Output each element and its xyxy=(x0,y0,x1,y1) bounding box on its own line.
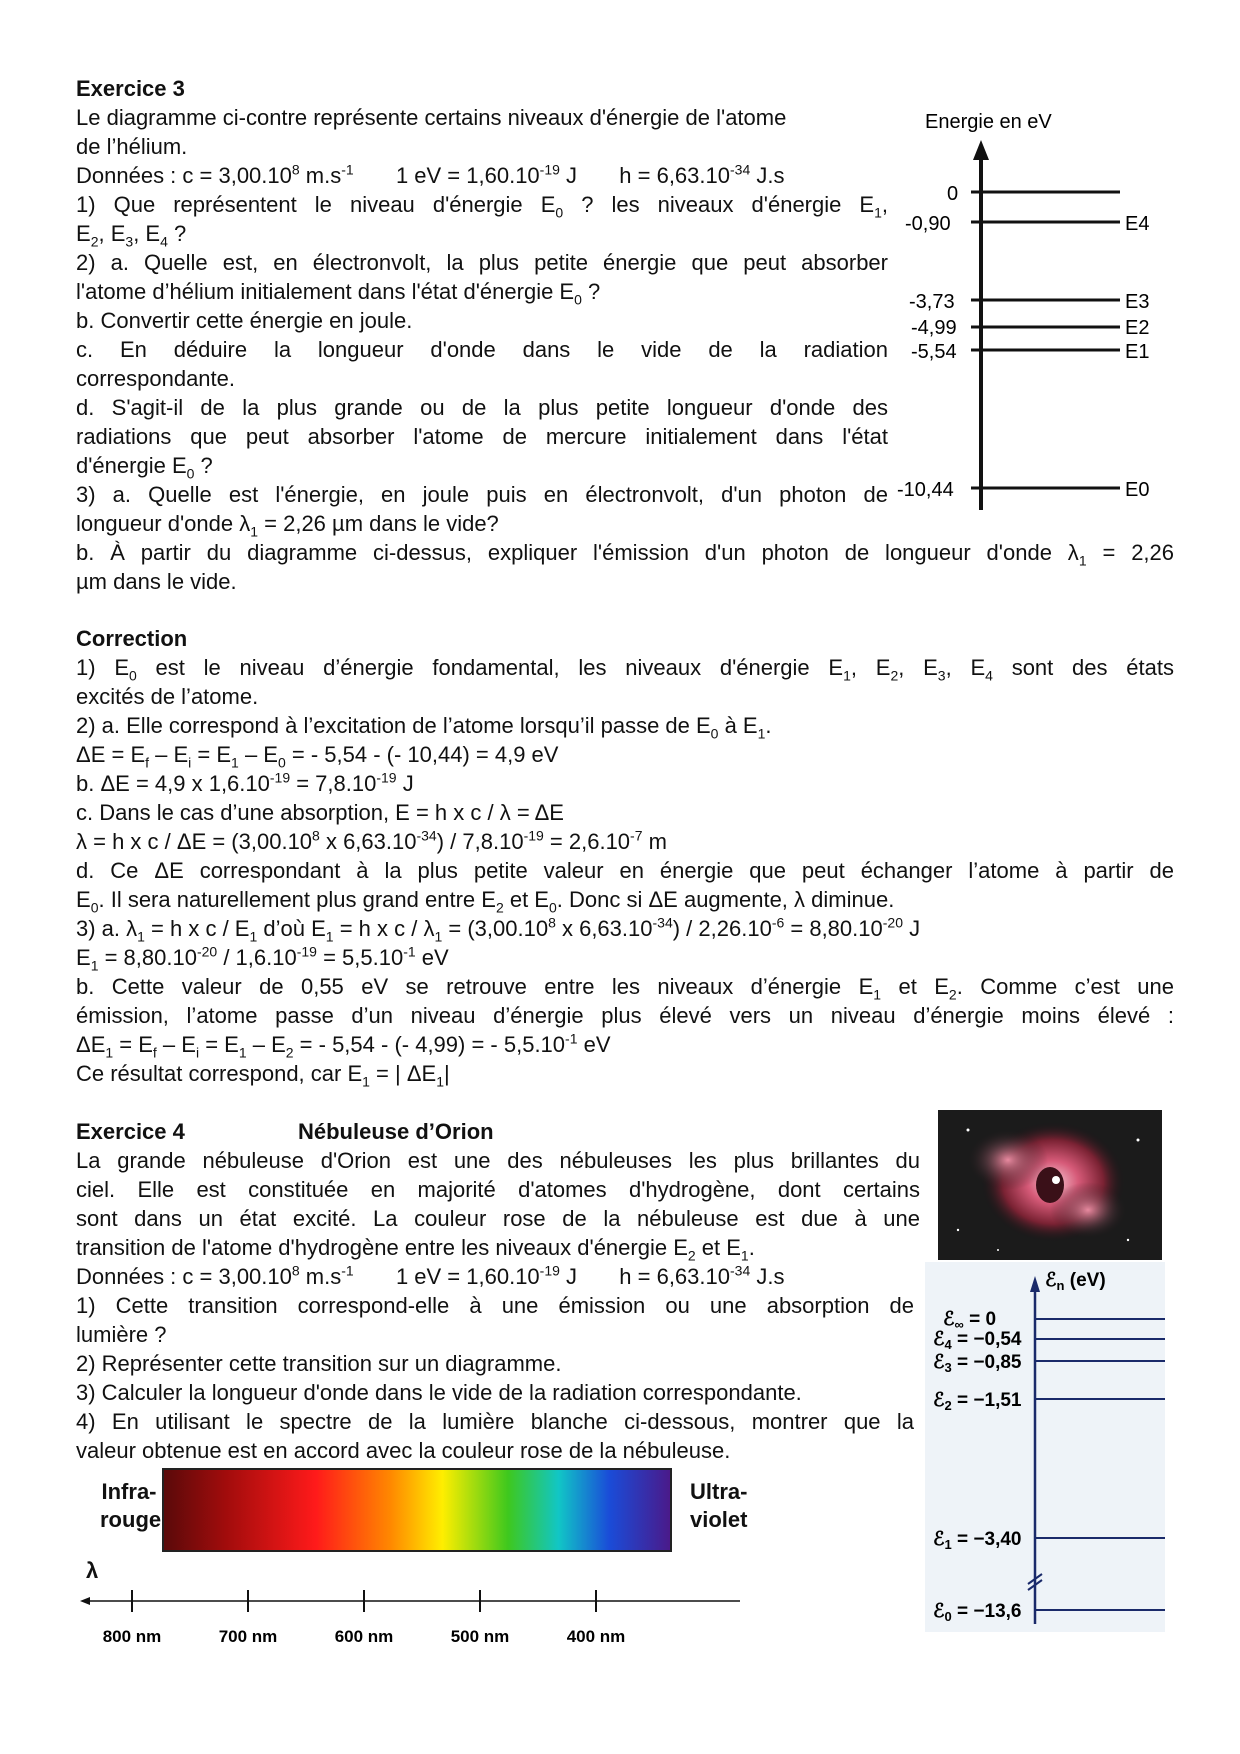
hydrogen-energy-diagram xyxy=(925,1262,1165,1632)
svg-text:-0,90: -0,90 xyxy=(905,213,951,235)
corr-3b-result: Ce résultat correspond, car $E_1$ = | $\Delta E_1|$ xyxy=(76,1061,450,1090)
h-diagram-title: ℰ$_n$ (eV) xyxy=(1045,1270,1106,1293)
level-e1 xyxy=(911,341,1149,363)
ex4-q1-line2: lumière ? xyxy=(76,1322,167,1347)
lambda-label: λ xyxy=(86,1558,99,1583)
ex4-p1: La grande nébuleuse d'Orion est une des nébuleuses les plus brillantes du xyxy=(76,1148,920,1173)
ex4-q3: 3) Calculer la longueur d'onde dans le vide de la radiation correspondante. xyxy=(76,1380,802,1405)
ex3-q2a-line2: l'atome d’hélium initialement dans l'état d'énergie $E_0$ ? xyxy=(76,279,601,308)
corr-3b-delta: $\Delta E_1 = E_f - E_i = E_1 - E_2$ = - 5,54 - (- 4,99) = - $5,5.10^{-1}$ eV xyxy=(76,1030,611,1061)
wavelength-tick-label: 800 nm xyxy=(102,1627,162,1646)
ex4-donnees: Données : $c = 3,00.10^8$ $m.s^{-1}$ 1 eV = $1,60.10^{-19}$ J $h = 6,63.10^{-34}$ J.s xyxy=(76,1262,785,1289)
ex4-q1-line1: 1) Cette transition correspond-elle à une émission ou une absorption de xyxy=(76,1293,914,1318)
level-0 xyxy=(947,183,1120,205)
corr-2b: b. ΔE = 4,9 x $1,6.10^{-19} = 7,8.10^{-19}$ J xyxy=(76,769,414,796)
ex3-q2c-line2: correspondante. xyxy=(76,366,235,391)
orion-nebula-photo xyxy=(938,1110,1162,1260)
ex3-q2c-line1: c. En déduire la longueur d'onde dans le vide de la radiation xyxy=(76,337,888,362)
ex3-donnees: Données : $c = 3,00.10^8$ $m.s^{-1}$ 1 eV = $1,60.10^{-19}$ J $h = 6,63.10^{-34}$ J.s xyxy=(76,161,785,188)
corr-2a-delta: $\Delta E = E_f - E_i = E_1 - E_0$ = - 5,54 - (- 10,44) = 4,9 eV xyxy=(76,742,559,771)
ex3-q2d-line3: d'énergie $E_0$ ? xyxy=(76,453,213,482)
ex3-q3b-line1: b. À partir du diagramme ci-dessus, expliquer l'émission d'un photon de longueur d'onde $\lambda_1 = 2,26$ xyxy=(76,540,1175,569)
ex4-p4: transition de l'atome d'hydrogène entre les niveaux d'énergie $E_2$ et $E_1$. xyxy=(76,1235,755,1264)
svg-text:-3,73: -3,73 xyxy=(909,291,955,313)
level-e2 xyxy=(911,317,1149,339)
svg-text:ℰ1 = −3,40: ℰ$_1$ = −3,40 xyxy=(933,1529,1022,1552)
ultraviolet-label: Ultra- violet xyxy=(690,1479,748,1532)
ex4-title: Exercice 4 xyxy=(76,1119,185,1144)
level-e0 xyxy=(897,479,1149,501)
svg-text:ℰ4 = −0,54: ℰ$_4$ = −0,54 xyxy=(933,1329,1022,1352)
svg-text:E3: E3 xyxy=(1125,291,1150,313)
ex4-p2: ciel. Elle est constituée en majorité d'atomes d'hydrogène, dont certains xyxy=(76,1177,920,1202)
ex3-q3a-line2: longueur d'onde $\lambda_1 = 2,26$ µm dans le vide? xyxy=(76,511,499,540)
corr-3b-line2: émission, l’atome passe d’un niveau d’énergie plus élevé vers un niveau d’énergie moins élevé : xyxy=(76,1003,1174,1028)
ex3-q2b: b. Convertir cette énergie en joule. xyxy=(76,308,413,333)
ex3-title: Exercice 3 xyxy=(76,76,185,101)
ex3-q3b-line2: µm dans le vide. xyxy=(76,569,237,594)
correction-title: Correction xyxy=(76,626,188,651)
ex3-q1-cont: $E_2$, $E_3$, $E_4$ ? xyxy=(76,221,187,250)
corr-1-line1: 1) $E_0$ est le niveau d’énergie fondamental, les niveaux d'énergie $E_1$, $E_2$, $E_3$, $E_4$ sont des états xyxy=(76,655,1174,684)
svg-text:E2: E2 xyxy=(1125,317,1150,339)
corr-3a: 3) a. $\lambda_1 = h$ x c / $E_1$ d’où $E_1 = h$ x $c / \lambda_1 = (3,00.10^8$ x $6,63.10^{-34}) / 2,26.10^{-6} = 8,80.10^{-20}$ J xyxy=(76,914,921,945)
svg-text:ℰ0 = −13,6: ℰ$_0$ = −13,6 xyxy=(933,1601,1022,1624)
svg-text:ℰ∞ = 0: ℰ$_\infty$ = 0 xyxy=(943,1309,997,1332)
ex4-p3: sont dans un état excité. La couleur rose de la nébuleuse est due à une xyxy=(76,1206,920,1231)
wavelength-axis xyxy=(80,1580,750,1650)
svg-text:-4,99: -4,99 xyxy=(911,317,957,339)
wavelength-axis-arrow-icon xyxy=(80,1597,90,1605)
svg-text:ℰ2 = −1,51: ℰ$_2$ = −1,51 xyxy=(933,1390,1022,1413)
svg-text:ℰ3 = −0,85: ℰ$_3$ = −0,85 xyxy=(933,1352,1022,1375)
diagram-title: Energie en eV xyxy=(925,111,1052,133)
ex4-q4-line2: valeur obtenue est en accord avec la couleur rose de la nébuleuse. xyxy=(76,1438,731,1463)
corr-3b-line1: b. Cette valeur de 0,55 eV se retrouve entre les niveaux d’énergie $E_1$ et $E_2$. Comme c’est une xyxy=(76,974,1175,1003)
ex4-q2: 2) Représenter cette transition sur un diagramme. xyxy=(76,1351,562,1376)
ex3-q3a-line1: 3) a. Quelle est l'énergie, en joule puis en électronvolt, d'un photon de xyxy=(76,482,888,507)
svg-text:E1: E1 xyxy=(1125,341,1150,363)
ex4-subtitle: Nébuleuse d’Orion xyxy=(298,1119,494,1144)
wavelength-tick-label: 600 nm xyxy=(334,1627,394,1646)
wavelength-tick-label: 700 nm xyxy=(218,1627,278,1646)
corr-1-line2: excités de l’atome. xyxy=(76,684,259,709)
ex3-intro-line1: Le diagramme ci-contre représente certains niveaux d'énergie de l'atome xyxy=(76,105,787,130)
svg-text:E0: E0 xyxy=(1125,479,1150,501)
ex3-q1: 1) Que représentent le niveau d'énergie $E_0$ ? les niveaux d'énergie $E_1$, xyxy=(76,192,889,221)
svg-text:E4: E4 xyxy=(1125,213,1150,235)
ex4-q4-line1: 4) En utilisant le spectre de la lumière blanche ci-dessous, montrer que la xyxy=(76,1409,914,1434)
ex3-q2d-line1: d. S'agit-il de la plus grande ou de la plus petite longueur d'onde des xyxy=(76,395,888,420)
corr-3a-ev: $E_1 = 8,80.10^{-20} / 1,6.10^{-19} = 5,5.10^{-1}$ eV xyxy=(76,943,449,974)
corr-2d-line1: d. Ce ΔE correspondant à la plus petite valeur en énergie que peut échanger l’atome à partir de xyxy=(76,858,1174,883)
wavelength-tick-label: 400 nm xyxy=(566,1627,626,1646)
corr-2c: c. Dans le cas d’une absorption, E = h x c / λ = ΔE xyxy=(76,800,564,825)
visible-spectrum-bar xyxy=(162,1468,672,1552)
ex3-q2d-line2: radiations que peut absorber l'atome de mercure initialement dans l'état xyxy=(76,424,888,449)
corr-2a: 2) a. Elle correspond à l’excitation de l’atome lorsqu’il passe de $E_0$ à $E_1$. xyxy=(76,713,772,742)
corr-2c-lambda: λ = h x $c / \Delta E = (3,00.10^8$ x $6,63.10^{-34}) / 7,8.10^{-19} = 2,6.10^{-7}$ m xyxy=(76,827,667,854)
ex3-intro-line2: de l’hélium. xyxy=(76,134,188,159)
infrared-label: Infra- rouge xyxy=(100,1479,162,1532)
corr-2d-line2: $E_0$. Il sera naturellement plus grand entre $E_2$ et $E_0$. Donc si ΔE augmente, λ diminue. xyxy=(76,887,895,916)
svg-text:0: 0 xyxy=(947,183,959,205)
helium-energy-diagram xyxy=(897,100,1150,520)
svg-text:-10,44: -10,44 xyxy=(897,479,954,501)
axis-arrow-icon xyxy=(973,140,989,160)
wavelength-tick-label: 500 nm xyxy=(450,1627,510,1646)
level-e3 xyxy=(909,291,1149,313)
ex3-q2a-line1: 2) a. Quelle est, en électronvolt, la plus petite énergie que peut absorber xyxy=(76,250,888,275)
level-e4 xyxy=(905,213,1149,235)
svg-text:-5,54: -5,54 xyxy=(911,341,957,363)
